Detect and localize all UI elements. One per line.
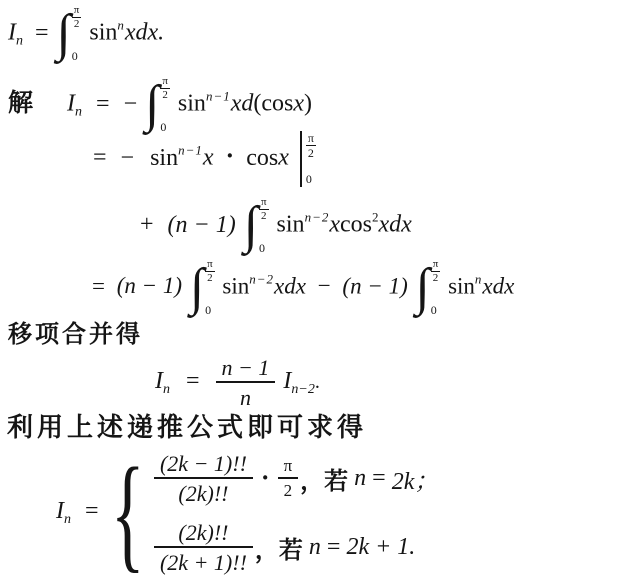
definite-integral bbox=[57, 5, 82, 63]
integral-limits bbox=[259, 197, 269, 255]
exponent-n-minus-1: n−1 bbox=[205, 88, 231, 104]
variable-x: x bbox=[278, 144, 289, 171]
equals-sign: = bbox=[93, 144, 107, 171]
vertical-bar bbox=[300, 131, 302, 187]
integral-symbol-I: I bbox=[8, 19, 16, 46]
exponent-n: n bbox=[474, 271, 483, 287]
integral-sign: ∫ bbox=[145, 76, 160, 134]
sin-term: sin bbox=[177, 90, 206, 117]
upper-limit-pi-over-2: $\frac{\pi}{2}$ bbox=[207, 258, 213, 284]
integral-sign: ∫ bbox=[243, 197, 258, 255]
variable-x: x bbox=[293, 90, 305, 117]
lower-limit-zero: 0 bbox=[71, 48, 78, 63]
condition-if-label: ，若 bbox=[300, 466, 349, 495]
integrand-tail: xdx. bbox=[124, 19, 165, 46]
integrand-tail: xdx bbox=[274, 273, 306, 299]
subscript-n: n bbox=[75, 104, 83, 120]
subscript-n: n bbox=[163, 382, 170, 398]
solution-label: 解 bbox=[8, 87, 34, 117]
upper-limit-pi-over-2: $\frac{\pi}{2}$ bbox=[432, 258, 439, 284]
integral-limits bbox=[160, 76, 170, 134]
integral-symbol-I: I bbox=[155, 368, 163, 395]
fraction-denominator: (2k)!! bbox=[178, 480, 229, 506]
fraction-double-factorial-even bbox=[154, 452, 253, 505]
condition-value: 2k + 1. bbox=[346, 534, 416, 561]
definite-integral bbox=[190, 259, 215, 317]
integral-symbol-I: I bbox=[283, 368, 292, 395]
sin-term: sin bbox=[448, 273, 475, 299]
fraction-n-minus-1-over-n bbox=[216, 356, 276, 409]
differential-xd: xd bbox=[230, 90, 254, 117]
integral-sign: ∫ bbox=[56, 5, 71, 63]
exponent-n: n bbox=[117, 17, 125, 33]
sin-term: sin bbox=[276, 211, 305, 238]
integrand-tail: xdx bbox=[378, 211, 412, 238]
integral-sign: ∫ bbox=[189, 259, 205, 317]
minus-sign: − bbox=[317, 273, 331, 299]
integrand-tail: xdx bbox=[482, 273, 515, 299]
exponent-n-minus-1: n−1 bbox=[178, 142, 203, 158]
formula-line-9-piecewise bbox=[56, 442, 439, 577]
fraction-denominator: n bbox=[239, 385, 251, 411]
formula-line-5 bbox=[92, 259, 514, 317]
condition-equals: = bbox=[372, 464, 386, 491]
case-odd-n bbox=[154, 521, 438, 574]
cos-term: cos bbox=[340, 211, 372, 238]
fraction-numerator: n − 1 bbox=[221, 355, 270, 380]
lower-limit-zero: 0 bbox=[305, 171, 312, 186]
multiplication-dot: · bbox=[260, 463, 270, 493]
integral-symbol-I: I bbox=[56, 498, 64, 524]
integral-limits bbox=[205, 259, 215, 317]
left-brace: { bbox=[110, 442, 145, 577]
integral-limits bbox=[72, 5, 82, 63]
equals-sign: = bbox=[186, 368, 200, 395]
lower-limit-zero: 0 bbox=[258, 240, 265, 255]
sin-term: sin bbox=[150, 144, 179, 171]
lower-limit-zero: 0 bbox=[430, 302, 437, 317]
subscript-n-minus-2: n−2 bbox=[291, 382, 315, 398]
coefficient-n-minus-1: (n − 1) bbox=[342, 273, 408, 299]
multiplication-dot: · bbox=[225, 140, 235, 170]
lower-limit-zero: 0 bbox=[160, 119, 167, 134]
upper-limit-pi-over-2: $\frac{\pi}{2}$ bbox=[73, 4, 80, 30]
fraction-pi-over-2 bbox=[278, 457, 299, 499]
lower-limit-zero: 0 bbox=[205, 302, 212, 317]
upper-limit-pi-over-2: $\frac{\pi}{2}$ bbox=[260, 196, 267, 222]
fraction-double-factorial-odd bbox=[154, 521, 253, 574]
variable-x: x bbox=[202, 144, 214, 171]
condition-variable: n bbox=[354, 464, 367, 491]
formula-line-1 bbox=[8, 5, 164, 63]
equals-sign: = bbox=[92, 273, 105, 299]
condition-value: 2k； bbox=[391, 468, 439, 495]
definite-integral bbox=[416, 259, 441, 317]
equals-sign: = bbox=[35, 19, 49, 46]
fraction-denominator: (2k + 1)!! bbox=[159, 550, 247, 576]
integral-symbol-I: I bbox=[67, 90, 76, 117]
upper-limit-pi-over-2: $\frac{\pi}{2}$ bbox=[162, 75, 168, 101]
formula-line-2 bbox=[8, 76, 312, 134]
definite-integral bbox=[145, 76, 170, 134]
condition-if-label: ，若 bbox=[254, 536, 303, 565]
integral-sign: ∫ bbox=[415, 259, 430, 317]
integral-limits bbox=[431, 259, 441, 317]
condition-variable: n bbox=[308, 534, 321, 561]
open-paren: ( bbox=[253, 90, 262, 117]
exponent-n-minus-2: n−2 bbox=[304, 209, 330, 225]
subscript-n: n bbox=[64, 512, 71, 527]
formula-line-7 bbox=[155, 356, 320, 409]
definite-integral bbox=[244, 197, 269, 255]
piecewise-lhs bbox=[56, 498, 99, 528]
evaluation-bar bbox=[300, 131, 316, 187]
sin-term: sin bbox=[89, 19, 118, 46]
text-move-terms: 移项合并得 bbox=[8, 320, 143, 348]
cos-term: cos bbox=[261, 90, 294, 117]
variable-x: x bbox=[329, 211, 340, 238]
fraction-numerator: π bbox=[283, 456, 293, 476]
sin-term: sin bbox=[222, 273, 250, 299]
close-paren: ) bbox=[304, 90, 313, 117]
coefficient-n-minus-1: (n − 1) bbox=[116, 273, 183, 299]
sentence-period: . bbox=[314, 371, 320, 394]
fraction-numerator: (2k − 1)!! bbox=[159, 450, 247, 476]
equals-sign: = bbox=[96, 90, 110, 117]
formula-line-4 bbox=[140, 197, 412, 255]
formula-line-3 bbox=[93, 131, 316, 187]
minus-sign: − bbox=[120, 144, 135, 171]
plus-sign: + bbox=[140, 211, 154, 238]
cos-term: cos bbox=[246, 144, 279, 171]
equals-sign: = bbox=[85, 498, 99, 524]
case-even-n bbox=[154, 452, 438, 505]
piecewise-cases bbox=[154, 452, 438, 574]
condition-equals: = bbox=[326, 534, 341, 561]
fraction-numerator: (2k)!! bbox=[178, 520, 229, 545]
subscript-n: n bbox=[16, 33, 23, 49]
evaluation-limits bbox=[306, 131, 316, 187]
coefficient-n-minus-1: (n − 1) bbox=[167, 211, 236, 238]
upper-limit-pi-over-2: $\frac{\pi}{2}$ bbox=[307, 131, 314, 160]
exponent-n-minus-2: n−2 bbox=[249, 271, 275, 287]
exponent-2: 2 bbox=[372, 209, 379, 225]
minus-sign: − bbox=[123, 90, 138, 117]
fraction-denominator: 2 bbox=[283, 480, 293, 500]
text-use-recursion: 利用上述递推公式即可求得 bbox=[7, 413, 368, 443]
